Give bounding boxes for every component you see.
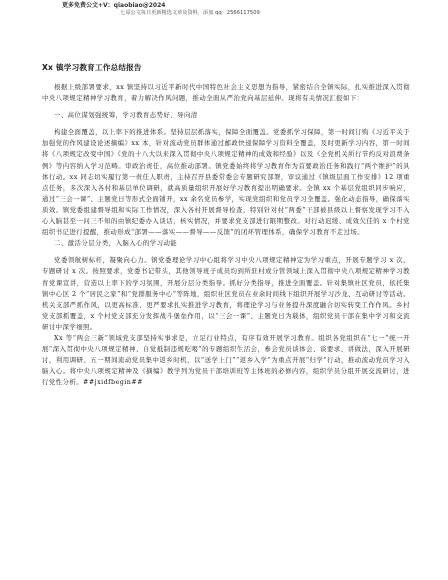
document-body [42, 62, 410, 388]
document-title: Xx 镇学习教育工作总结报告 [42, 63, 142, 72]
section-2-paragraph-1: 党委领航树标杆，凝聚向心力。镇党委理论学习中心组将学习中央八项规定精神定为学习重点，开展专题学习 x 次，专题研讨 x 次。按照要求，党委书记带头，其他领导班子成员均到所驻村或分管领域上深入贯彻中央八项规定精神学习教育党课宣讲，营造以上率下的学习氛围，开展分层分类指导。抓好分类指导，推进全面覆盖。针对集镇社区党员，依托集镇中心区 2 个“居民之家”和“党群服务中心”等阵地，组织社区党员在业余时间线下组织开展学习沙龙、互动研讨等活动。机关支部严抓作风，以更高标准、更严要求扎实推进学习教育，将理论学习与业务提升深度融合切实转变工作作风。乡村党支部抓覆盖，x 个村党支部充分发挥战斗堡垒作用，以“三会一课”、主题党日为载体，组织党员干部在集中学习和交流研讨中深学细照。 [42, 256, 410, 331]
header-promo-title: 更多免费公文+V：qiaobiao@2024 [62, 2, 166, 9]
header-promo-subtitle: 七哥公文每日更新精选文章及资料，添加 qq：2566117509 [120, 10, 260, 16]
section-1-paragraph: 构建全面覆盖，以上率下的推进体系。坚持层层抓落实，保障全面覆盖。党委抓学习保障，第一时间订购《习近平关于加强党的作风建设论述摘编》xx 本，针对流动党员群体通过邮政快递保障学习资料全覆盖，及时更新学习内容，第一时间将《八项规定改变中国》《党的十八大以来深入贯彻中央八项规定精神的成效和经验》以及《全党机关所行节约反对浪费条例》等内容纳入学习范畴。审政治责任，高位推动部署。镇党委始终将学习教育作为首要政治任务和践行“两个维护”的具体行动。xx 同志切实履行第一责任人职责，主持召开县委常委会专题研究部署，审议通过《镇级层面工作安排》12 项重点任务，多次深入各村和基层单位调研，就高质量组织开展好学习教育提出明确要求。全镇 xx 个基层党组织同步响应，通过“三会一课”、主题党日等形式全面铺开，xx 余名党员参学，实现党组织和党员学习全覆盖。强化动态指导，确保落实质效。镇党委组建督导组和实际工作情况，深入各村开展督导检查，特别针对村“两委”干部被县级以上督察发现学习不入心入脑甚至一问三不知的由镇纪委办入谈话，核实情况，并要求党支部进行限期整改。对行动迟缓、成效欠佳的 x 个村党组织书记进行提醒，推动形成“部署——落实——督导——反馈”的闭环管理体系，确保学习教育不走过场。 [42, 128, 410, 237]
section-heading-2: 二、激活分层分类，入脑入心的学习动能 [54, 239, 178, 248]
section-2-paragraph-2: Xx 等“两会三新”领域党支部坚持实事求是，立足行业特点，有序有效开展学习教育。组织各党组织在“七一”统一开展“深入贯彻中央八项规定精神、自觉抵制违规吃喝”的专题组织生活会，参会党员谈体会、谈要求、讲做法，深入开展研讨，利用调研、五一期间流动党员集中返乡时机，以“送学上门”“返乡入学”为重点开展“归学”行动，推动流动党员学习入脑入心。将中央八项规定精神及《摘编》教学列为党员干部培训班等主体班的必修内容，组织学员分组开展交流研讨，进行党性分析。##jxidfbegin## [42, 333, 410, 387]
intro-paragraph: 根据上级部署要求，xx 镇坚持以习近平新时代中国特色社会主义思想为指导，紧密结合全镇实际，扎实推进深入贯彻中央八项规定精神学习教育，着力解决作风问题，推动全面从严治党向基层延伸。现将有关情况汇报如下： [42, 83, 410, 103]
section-heading-1: 一、高位谋划强统筹，学习教育态势好、导向清 [54, 111, 198, 120]
